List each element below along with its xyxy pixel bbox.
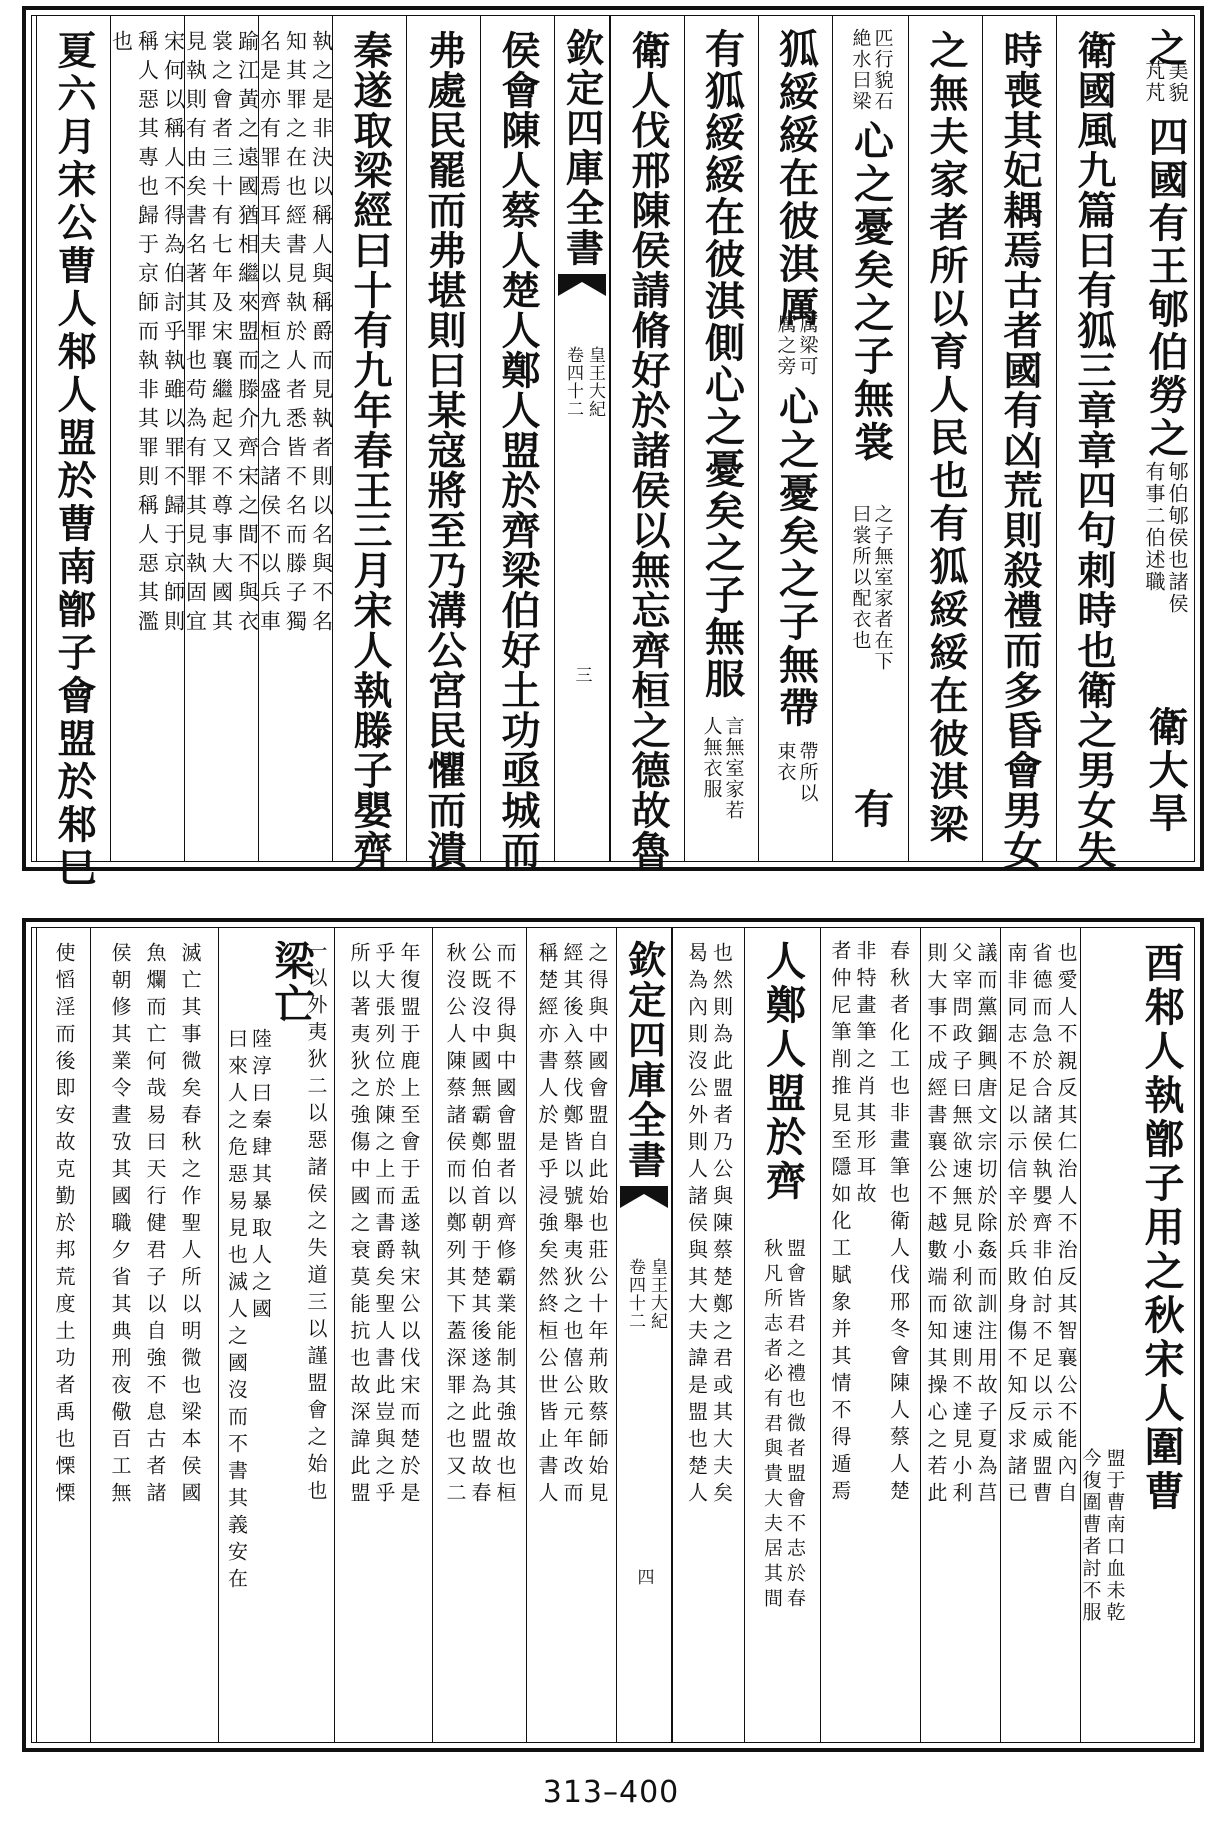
column-text: 夏六月宋公曹人邾人盟於曹南鄫子會盟於邾巳 xyxy=(51,30,97,890)
annotation-line: 曷為內則沒公外則人諸侯與其大夫諱是盟也楚人 xyxy=(684,942,709,1509)
text-column xyxy=(90,928,218,1742)
annotation-line: 省德而急於合諸侯執嬰齊非伯討不足以示威盟曹 xyxy=(1029,942,1053,1509)
annotation xyxy=(749,1238,816,1613)
annotation-line: 公既沒中國無霸鄭伯首朝于楚其後遂為此盟故春 xyxy=(468,942,492,1509)
text-column xyxy=(480,16,554,870)
column-text: 心之憂矣之子無帶 xyxy=(772,386,820,730)
annotation-line: 議而黨錮興唐文宗切於除姦而訓注用故子夏為莒 xyxy=(974,942,998,1509)
annotation xyxy=(335,942,432,1734)
column-text: 有狐綏綏在彼淇側心之憂矣之子無服 xyxy=(698,28,746,700)
text-column xyxy=(672,928,744,1742)
text-column xyxy=(684,16,758,861)
text-column xyxy=(36,16,110,890)
column-text: 有 xyxy=(847,788,895,831)
annotation-line: 束衣 xyxy=(774,741,797,783)
annotation xyxy=(1134,461,1196,615)
text-column xyxy=(218,928,334,1742)
annotation-line: 也然則為此盟者乃公與陳蔡楚鄭之君或其大夫矣 xyxy=(709,942,734,1509)
annotation-line: 秋凡所志者必有君與貴大夫居其間 xyxy=(761,1238,783,1613)
column-text: 時喪其妃耦焉古者國有凶荒則殺禮而多昏會男女 xyxy=(997,30,1043,870)
annotation-line: 非特畫筆之肖其形耳故 xyxy=(853,940,877,1210)
page-number: 三 xyxy=(571,666,592,683)
annotation-line: 則大事不成經書襄公不越數端而知其操心之若此 xyxy=(924,942,948,1509)
column-text: 衛人伐邢陳侯請脩好於諸侯以無忘齊桓之德故魯 xyxy=(625,30,671,870)
annotation xyxy=(673,942,744,1734)
column-text: 衛大旱 xyxy=(1142,706,1189,835)
text-column xyxy=(832,16,908,861)
top-page xyxy=(22,6,1204,890)
annotation xyxy=(1136,60,1194,104)
book-title: 欽定四庫全書 xyxy=(621,940,667,1180)
annotation-line: 侯朝修其業令晝攷其國職夕省其典刑夜儆百工無 xyxy=(108,942,132,1509)
annotation xyxy=(689,716,754,821)
text-column xyxy=(36,928,90,1742)
column-text: 酉邾人執鄫子用之秋宋人圍曹 xyxy=(1138,942,1185,1514)
annotation-line: 見執則有由矣書名著其罪也苟為有罪其見執固宜 xyxy=(183,30,208,639)
bottom-page-frame xyxy=(31,927,1195,1743)
text-column xyxy=(1079,928,1126,1742)
book-title: 欽定四庫全書 xyxy=(559,28,605,268)
section-title: 皇王大紀 xyxy=(647,1258,667,1330)
text-column xyxy=(1000,928,1080,1742)
annotation-line: 滅亡其事微矣春秋之作聖人所以明微也梁本侯國 xyxy=(178,942,202,1509)
annotation-line: 也愛人不親反其仁治人不治反其智襄公不能內自 xyxy=(1054,942,1078,1509)
text-column xyxy=(332,16,406,870)
annotation-line: 厲之旁 xyxy=(774,314,797,377)
annotation-line: 父宰問政子曰無欲速無見小利欲速則不達見小利 xyxy=(949,942,973,1509)
volume-number: 卷四十二 xyxy=(625,1258,645,1330)
annotation xyxy=(880,940,916,1507)
annotation-line: 所以著夷狄之強傷中國之衰莫能抗也故深諱此盟 xyxy=(347,942,371,1509)
annotation-line: 郇伯郇侯也諸侯 xyxy=(1165,461,1189,615)
text-column xyxy=(758,16,832,861)
annotation-line: 宋何以稱人不得為伯討乎執雖以罪不歸于京師則 xyxy=(161,30,186,639)
page-code: 313–400 xyxy=(542,1775,680,1810)
fish-tail-mark xyxy=(620,1186,668,1208)
column-text: 心之憂矣之子無裳 xyxy=(847,120,895,464)
annotation-line: 帶所以 xyxy=(796,741,819,804)
annotation-line: 厲梁可 xyxy=(796,314,819,377)
annotation-line: 稱楚經亦書人於是乎浸強矣然終桓公世皆止書人 xyxy=(535,942,559,1509)
text-column xyxy=(982,16,1056,870)
annotation-line: 經其後入蔡伐鄭皆以號舉夷狄之也僖公元年改而 xyxy=(560,942,584,1509)
annotation-line: 之得與中國會盟自此始也莊公十年荊敗蔡師始見 xyxy=(585,942,609,1509)
text-column xyxy=(908,16,982,861)
annotation-line: 言無室家若 xyxy=(722,716,745,821)
annotation-line: 秋沒公人陳蔡諸侯而以鄭列其下蓋深罪之也又二 xyxy=(443,942,467,1509)
text-column xyxy=(526,928,616,1742)
annotation-line: 魚爛而亡何哉易曰天行健君子以自強不息古者諸 xyxy=(143,942,167,1509)
annotation-line: 陸淳曰秦肆其暴取人之國 xyxy=(248,1028,273,1325)
annotation-line: 乎大張列位於陳之上而書爵矣聖人書此豈與之乎 xyxy=(372,942,396,1509)
volume-number: 卷四十二 xyxy=(563,346,583,418)
annotation xyxy=(433,942,526,1734)
text-column xyxy=(1056,16,1130,870)
annotation xyxy=(185,30,258,853)
page-number: 四 xyxy=(633,1568,654,1585)
text-column xyxy=(1130,16,1200,861)
column-text: 弗處民罷而弗堪則曰某寇將至乃溝公宮民懼而潰 xyxy=(421,30,467,870)
text-column xyxy=(334,928,432,1742)
annotation xyxy=(763,741,828,804)
annotation-line: 春秋者化工也非畫筆也衛人伐邢冬會陳人蔡人楚 xyxy=(886,940,911,1507)
annotation-line: 名是亦有罪焉耳夫以齊桓之盛九合諸侯不以兵車 xyxy=(257,30,282,639)
center-fold xyxy=(616,928,672,1742)
annotation-line: 也 xyxy=(109,30,134,59)
annotation-line: 之子無室家者在下 xyxy=(871,504,894,672)
column-text: 狐綏綏在彼淇厲 xyxy=(772,28,820,329)
annotation-line: 執之是非決以稱人與稱爵而見執者則以名與不名 xyxy=(309,30,334,639)
annotation-line: 今復圍曹者討不服 xyxy=(1079,1448,1102,1624)
text-column xyxy=(432,928,526,1742)
column-text: 秦遂取梁經曰十有九年春王三月宋人執滕子嬰齊 xyxy=(347,30,393,870)
center-fold xyxy=(554,16,610,861)
annotation xyxy=(37,942,90,1734)
text-column xyxy=(110,16,184,861)
text-column xyxy=(406,16,480,870)
annotation-line: 芃芃 xyxy=(1142,60,1166,104)
text-column xyxy=(610,16,684,870)
annotation-line: 者仲尼筆削推見至隱如化工賦象并其情不得遁焉 xyxy=(828,940,852,1507)
annotation-line: 匹行貌石 xyxy=(871,28,894,112)
column-text: 梁亡 xyxy=(268,940,315,1026)
annotation xyxy=(527,942,616,1734)
bottom-page xyxy=(22,918,1204,1752)
annotation xyxy=(1079,1448,1126,1734)
text-column xyxy=(744,928,820,1742)
column-text: 人鄭人盟於齊 xyxy=(759,940,807,1204)
column-text: 之 xyxy=(1142,28,1188,66)
annotation xyxy=(223,1028,273,1595)
annotation xyxy=(111,30,184,853)
text-column xyxy=(1122,928,1200,1742)
annotation-line: 美貌 xyxy=(1165,60,1189,104)
annotation-line: 一以外夷狄二以惡諸侯之失道三以謹盟會之始也 xyxy=(304,940,328,1507)
annotation-line: 盟于曹南口血未乾 xyxy=(1103,1448,1126,1624)
annotation xyxy=(837,504,904,672)
annotation-line: 裳之會者三十有七年及宋襄繼起又不尊事大國其 xyxy=(209,30,234,639)
annotation-line: 而不得與中國會盟者以齊修霸業能制其強故也桓 xyxy=(493,942,517,1509)
annotation xyxy=(921,942,1000,1734)
fish-tail-mark xyxy=(558,274,606,296)
annotation xyxy=(825,940,879,1507)
column-text: 衛國風九篇曰有狐三章章四句刺時也衛之男女失 xyxy=(1071,30,1117,870)
top-page-frame xyxy=(31,15,1195,890)
text-column xyxy=(820,928,920,1742)
annotation-line: 踰江黃之遠國猶相繼來盟而滕介齊宋之間不與衣 xyxy=(235,30,260,639)
annotation xyxy=(763,314,828,377)
annotation-line: 曰來人之危惡易見也滅人之國沒而不書其義安在 xyxy=(224,1028,249,1595)
annotation-line: 盟會皆君之禮也微者盟會不志於春 xyxy=(783,1238,806,1613)
annotation xyxy=(259,30,332,853)
annotation xyxy=(91,942,218,1734)
annotation xyxy=(1001,942,1080,1734)
annotation xyxy=(837,28,904,112)
annotation-line: 使慆淫而後即安故克勤於邦荒度土功者禹也慄慄 xyxy=(52,942,76,1509)
annotation-line: 南非同志不足以示信辛於兵敗身傷不知反求諸已 xyxy=(1004,942,1028,1509)
annotation-line: 人無衣服 xyxy=(700,716,723,800)
text-column xyxy=(258,16,332,861)
column-text: 四國有王郇伯勞之 xyxy=(1142,116,1189,460)
text-column xyxy=(184,16,258,861)
annotation-line: 稱人惡其專也歸于京師而執非其罪則稱人惡其濫 xyxy=(135,30,160,639)
annotation-line: 絶水曰梁 xyxy=(849,28,872,112)
column-text: 之無夫家者所以育人民也有狐綏綏在彼淇梁 xyxy=(923,30,969,847)
annotation-line: 知其罪之在也經書見執於人者悉皆不名而滕子獨 xyxy=(283,30,308,639)
section-title: 皇王大紀 xyxy=(585,346,605,418)
column-text: 侯會陳人蔡人楚人鄭人盟於齊梁伯好土功亟城而 xyxy=(495,30,541,870)
text-column xyxy=(920,928,1000,1742)
annotation-line: 有事二伯述職 xyxy=(1142,461,1166,593)
annotation-line: 年復盟于鹿上至會于盂遂執宋公以伐宋而楚於是 xyxy=(397,942,421,1509)
annotation-line: 曰裳所以配衣也 xyxy=(849,504,872,651)
